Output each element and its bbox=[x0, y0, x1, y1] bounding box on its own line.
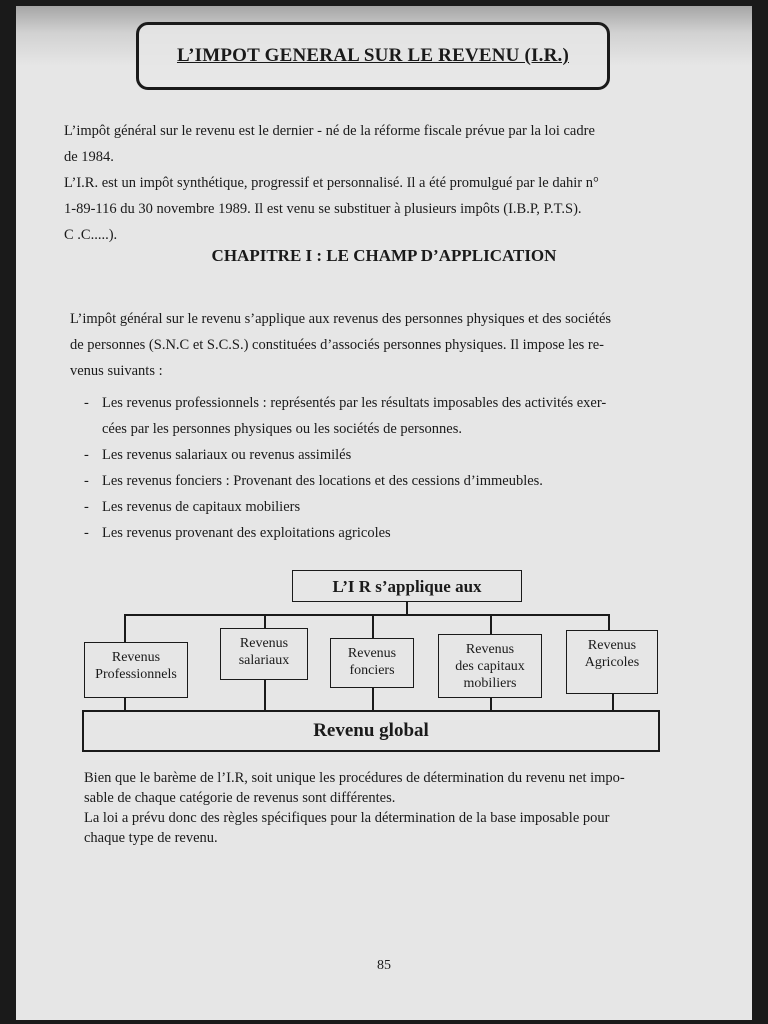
box-label: Professionnels bbox=[95, 667, 177, 682]
intro-line-3: L’I.R. est un impôt synthétique, progressif et personnalisé. Il a été promulgué par le dahir n° bbox=[64, 175, 599, 191]
revenues-list bbox=[78, 390, 678, 546]
connector-line bbox=[490, 698, 492, 710]
box-label: Revenus bbox=[111, 650, 161, 665]
connector-line bbox=[124, 698, 126, 710]
box-revenus-salariaux bbox=[220, 628, 308, 680]
connector-line bbox=[264, 680, 266, 710]
box-label: Revenus bbox=[239, 636, 289, 651]
page-title: L’IMPOT GENERAL SUR LE REVENU (I.R.) bbox=[176, 45, 569, 66]
intro-line-5: C .C.....). bbox=[64, 227, 118, 243]
diagram-head-label: L’I R s’applique aux bbox=[332, 576, 482, 596]
conclusion-line-2: sable de chaque catégorie de revenus sont différentes. bbox=[84, 790, 396, 806]
list-item: - Les revenus fonciers : Provenant des locations et des cessions d’immeubles. bbox=[78, 468, 678, 494]
conclusion-line-4: chaque type de revenu. bbox=[84, 830, 218, 846]
revenu-global-label: Revenu global bbox=[313, 720, 429, 741]
box-revenus-professionnels bbox=[84, 642, 188, 698]
box-label: Revenus bbox=[465, 642, 515, 657]
scope-line-3: venus suivants : bbox=[70, 363, 163, 379]
document-page bbox=[16, 6, 752, 1020]
intro-line-1: L’impôt général sur le revenu est le dernier - né de la réforme fiscale prévue par la loi cadre bbox=[64, 123, 595, 139]
scope-line-2: de personnes (S.N.C et S.C.S.) constituées d’associés personnes physiques. Il impose les re- bbox=[70, 337, 605, 353]
connector-line bbox=[372, 614, 374, 638]
list-item: - Les revenus provenant des exploitations agricoles bbox=[78, 520, 678, 546]
list-item-continuation: cées par les personnes physiques ou les sociétés de personnes. bbox=[102, 421, 462, 437]
title-frame bbox=[136, 22, 610, 90]
connector-line bbox=[372, 688, 374, 710]
scope-line-1: L’impôt général sur le revenu s’applique aux revenus des personnes physiques et des sociétés bbox=[70, 311, 612, 327]
connector-line bbox=[406, 602, 408, 614]
intro-line-2: de 1984. bbox=[64, 149, 114, 165]
box-label: Agricoles bbox=[584, 655, 640, 670]
connector-line bbox=[608, 614, 610, 630]
conclusion-line-1: Bien que le barème de l’I.R, soit unique les procédures de détermination du revenu net impo- bbox=[84, 770, 625, 786]
box-label: Revenus bbox=[587, 638, 637, 653]
diagram-head-box bbox=[292, 570, 522, 602]
box-revenus-capitaux-mobiliers bbox=[438, 634, 542, 698]
page-number: 85 bbox=[377, 958, 391, 973]
conclusion-line-3: La loi a prévu donc des règles spécifiques pour la détermination de la base imposable pour bbox=[84, 810, 610, 826]
intro-line-4: 1-89-116 du 30 novembre 1989. Il est venu se substituer à plusieurs impôts (I.B.P, P.T.S). bbox=[64, 201, 582, 217]
list-item: - Les revenus de capitaux mobiliers bbox=[78, 494, 678, 520]
box-revenus-agricoles bbox=[566, 630, 658, 694]
connector-line bbox=[124, 614, 608, 616]
box-label: salariaux bbox=[238, 653, 290, 668]
connector-line bbox=[124, 614, 126, 642]
list-item: - Les revenus professionnels : représentés par les résultats imposables des activités exer- bbox=[78, 390, 678, 416]
connector-line bbox=[264, 614, 266, 628]
box-label: mobiliers bbox=[463, 676, 517, 691]
chapter-heading: CHAPITRE I : LE CHAMP D’APPLICATION bbox=[211, 246, 557, 265]
connector-line bbox=[490, 614, 492, 634]
box-label: fonciers bbox=[349, 663, 395, 678]
connector-line bbox=[612, 694, 614, 710]
box-revenus-fonciers bbox=[330, 638, 414, 688]
revenu-global-box bbox=[82, 710, 660, 752]
box-label: des capitaux bbox=[455, 659, 525, 674]
box-label: Revenus bbox=[347, 646, 397, 661]
list-item: - Les revenus salariaux ou revenus assimilés bbox=[78, 442, 678, 468]
